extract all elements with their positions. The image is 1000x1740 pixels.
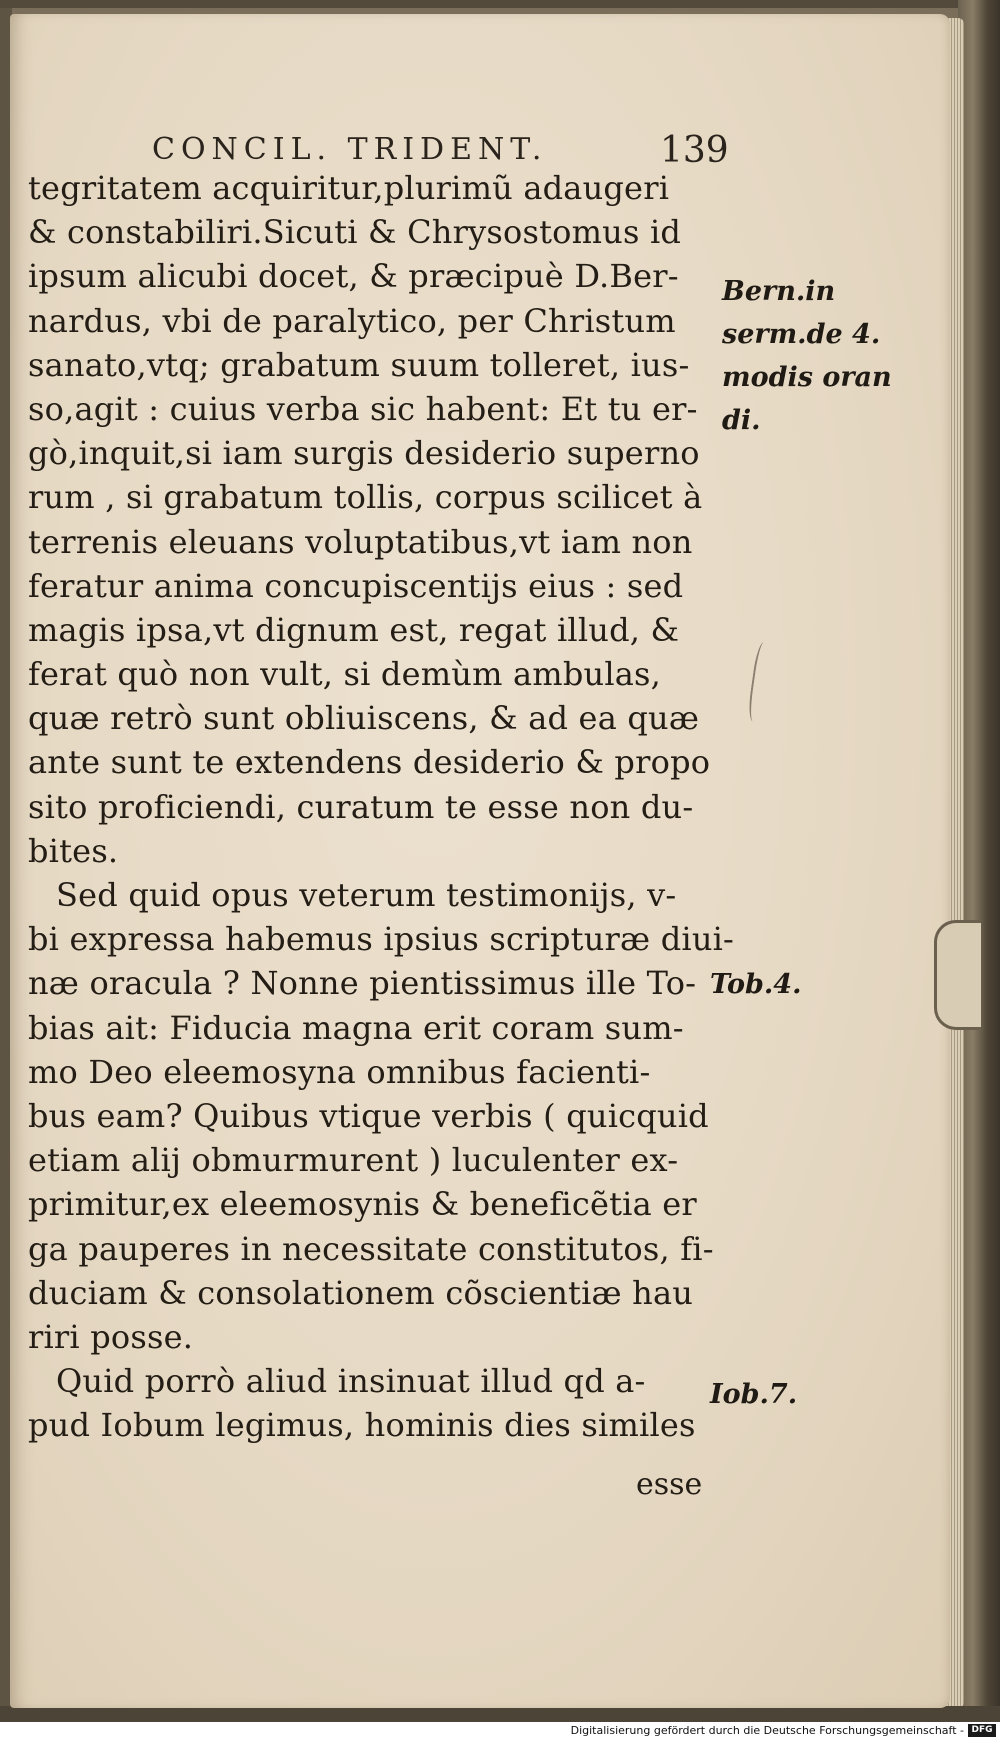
text-line: primitur,ex eleemosynis & beneficẽtia er — [28, 1185, 697, 1224]
book-page — [10, 14, 950, 1708]
text-line: tegritatem acquiritur,plurimũ adaugeri — [28, 169, 670, 207]
text-line: so,agit : cuius verba sic habent: Et tu er- — [28, 389, 698, 428]
text-line: rum , si grabatum tollis, corpus scilicet à — [28, 478, 703, 517]
catchword: esse — [636, 1467, 703, 1502]
binding-right-edge — [958, 0, 1000, 1722]
text-line: quæ retrò sunt obliuiscens, & ad ea quæ — [28, 699, 700, 738]
text-line: ante sunt te extendens desiderio & propo — [28, 743, 711, 782]
text-line: nardus, vbi de paralytico, per Christum — [28, 301, 676, 340]
text-line: terrenis eleuans voluptatibus,vt iam non — [28, 522, 693, 561]
margin-note-bern-1: Bern.in — [722, 276, 836, 307]
pencil-mark — [747, 641, 774, 722]
text-line: næ oracula ? Nonne pientissimus ille To- — [28, 964, 697, 1003]
text-line: bites. — [28, 831, 119, 870]
text-line: bias ait: Fiducia magna erit coram sum- — [28, 1008, 684, 1047]
dfg-logo: DFG — [968, 1724, 996, 1737]
binding-top-edge — [0, 0, 1000, 8]
margin-note-bern-4: di. — [722, 405, 761, 436]
margin-note-bern-2: serm.de 4. — [722, 319, 881, 350]
footer-bar — [0, 1722, 1000, 1740]
page-clip — [934, 920, 981, 1030]
text-line: sito proficiendi, curatum te esse non du- — [28, 787, 694, 826]
text-line: bus eam? Quibus vtique verbis ( quicquid — [28, 1096, 709, 1135]
paragraph-start-line: Quid porrò aliud insinuat illud qd a- — [56, 1362, 646, 1401]
text-line: feratur anima concupiscentijs eius : sed — [28, 566, 684, 605]
text-line: mo Deo eleemosyna omnibus facienti- — [28, 1052, 651, 1091]
text-line: ferat quò non vult, si demùm ambulas, — [28, 655, 662, 694]
text-line: ga pauperes in necessitate constitutos, fi- — [28, 1229, 714, 1268]
text-line: magis ipsa,vt dignum est, regat illud, & — [28, 610, 680, 649]
body-text — [28, 166, 735, 1447]
text-line: riri posse. — [28, 1317, 194, 1356]
text-line: ipsum alicubi docet, & præcipuè D.Ber- — [28, 257, 679, 296]
text-line: bi expressa habemus ipsius scripturæ diui- — [28, 920, 735, 959]
text-line: duciam & consolationem cõscientiæ hau — [28, 1273, 694, 1312]
margin-note-iob: Iob.7. — [710, 1379, 798, 1410]
text-line: sanato,vtq; grabatum suum tolleret, ius- — [28, 345, 690, 384]
text-line: & constabiliri.Sicuti & Chrysostomus id — [28, 213, 682, 252]
margin-note-tob: Tob.4. — [710, 969, 802, 1000]
text-line: etiam alij obmurmurent ) luculenter ex- — [28, 1141, 679, 1180]
page-number: 139 — [660, 130, 729, 171]
text-line: pud Iobum legimus, hominis dies similes — [28, 1406, 696, 1445]
funding-credit: Digitalisierung gefördert durch die Deutsche Forschungsgemeinschaft - — [570, 1724, 964, 1737]
running-head: CONCIL. TRIDENT. — [152, 132, 548, 167]
binding-bottom-edge — [0, 1706, 1000, 1722]
paragraph-start-line: Sed quid opus veterum testimonijs, v- — [56, 876, 677, 914]
margin-note-bern-3: modis oran — [722, 362, 892, 393]
text-line: gò,inquit,si iam surgis desiderio superno — [28, 434, 700, 473]
